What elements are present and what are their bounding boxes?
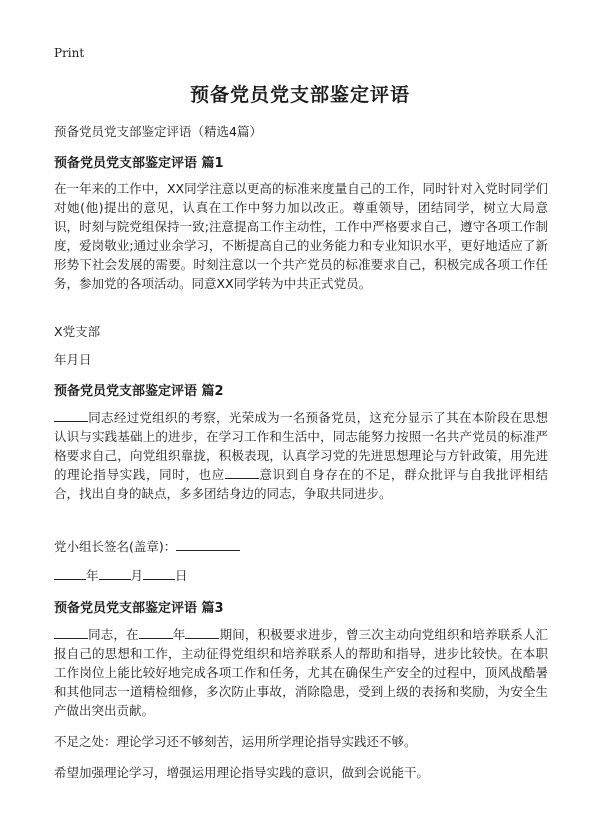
- section-3-paragraph: [54, 625, 548, 720]
- section-2-text-part2: 意识到自身存在的不足，群众批评与自我批评相结合，找出自身的缺点，多多团结身边的同志，争取共同进步。: [54, 467, 548, 501]
- date-day-label: 日: [175, 568, 188, 583]
- section-2-date-line: [54, 566, 188, 584]
- section-1-paragraph: 在一年来的工作中，XX同学注意以更高的标准来度量自己的工作，同时针对入党时同学们对她(他)提出的意见，认真在工作中努力加以改正。尊重领导，团结同学，树立大局意识，时刻与院党组保持一致;注意提高工作主动性，工作中严格要求自己，遵守各项工作制度，爱岗敬业;通过业余学习，不断提高自己的业务能力和专业知识水平，更好地适应了新形势下社会发展的需要。时刻注意以一个共产党员的标准要求自己，积极完成各项工作任务，参加党的各项活动。同意XX同学转为中共正式党员。: [54, 181, 548, 291]
- document-title: 预备党员党支部鉴定评语: [189, 84, 410, 106]
- sign-label: 党小组长签名(盖章)：: [54, 539, 177, 554]
- blank-line: [139, 626, 173, 639]
- document-subtitle: 预备党员党支部鉴定评语（精选4篇）: [54, 124, 262, 139]
- section-3-hope: 希望加强理论学习，增强运用理论指导实践的意识，做到会说能干。: [54, 765, 430, 780]
- print-label[interactable]: Print: [54, 46, 85, 60]
- section-2-heading: 预备党员党支部鉴定评语 篇2: [54, 384, 224, 399]
- section-2-text-part1: 同志经过党组织的考察，光荣成为一名预备党员，这充分显示了其在本阶段在思想认识与实践基础上的进步，在学习工作和生活中，同志能努力按照一名共产党员的标准严格要求自己，向党组织靠拢，积极表现，认真学习党的先进思想理论与方针政策，用先进的理论指导实践，同时，也应: [54, 410, 548, 482]
- blank-line: [225, 466, 259, 479]
- section-1-signature: X党支部: [54, 324, 101, 339]
- year-blank: [54, 567, 86, 580]
- date-year-label: 年: [86, 568, 99, 583]
- section-2-sign-line: [54, 537, 240, 555]
- section-3-text-rest: 期间，积极要求进步，曾三次主动向党组织和培养联系人汇报自己的思想和工作，主动征得党组织和培养联系人的帮助和指导，进步比较快。在本职工作岗位上能比较好地完成各项工作和任务，尤其在确保生产安全的过程中，顶风战酷暑和其他同志一道精检细修，多次防止事故，消除隐患，受到上级的表扬和奖励，为安全生产做出突出贡献。: [54, 627, 548, 718]
- day-blank: [143, 567, 175, 580]
- month-blank: [99, 567, 131, 580]
- section-1-heading: 预备党员党支部鉴定评语 篇1: [54, 156, 224, 171]
- section-1-date: 年月日: [54, 352, 92, 367]
- section-3-heading: 预备党员党支部鉴定评语 篇3: [54, 601, 224, 616]
- section-2-paragraph: [54, 408, 548, 503]
- blank-line: [54, 626, 88, 639]
- section-3-text-nian: 年: [172, 627, 186, 642]
- signature-blank: [176, 538, 240, 551]
- section-3-shortcoming: 不足之处：理论学习还不够刻苦，运用所学理论指导实践还不够。: [54, 734, 417, 749]
- blank-line: [185, 626, 219, 639]
- section-3-text-tong: 同志，在: [88, 627, 139, 642]
- blank-line: [54, 409, 88, 422]
- date-month-label: 月: [130, 568, 144, 583]
